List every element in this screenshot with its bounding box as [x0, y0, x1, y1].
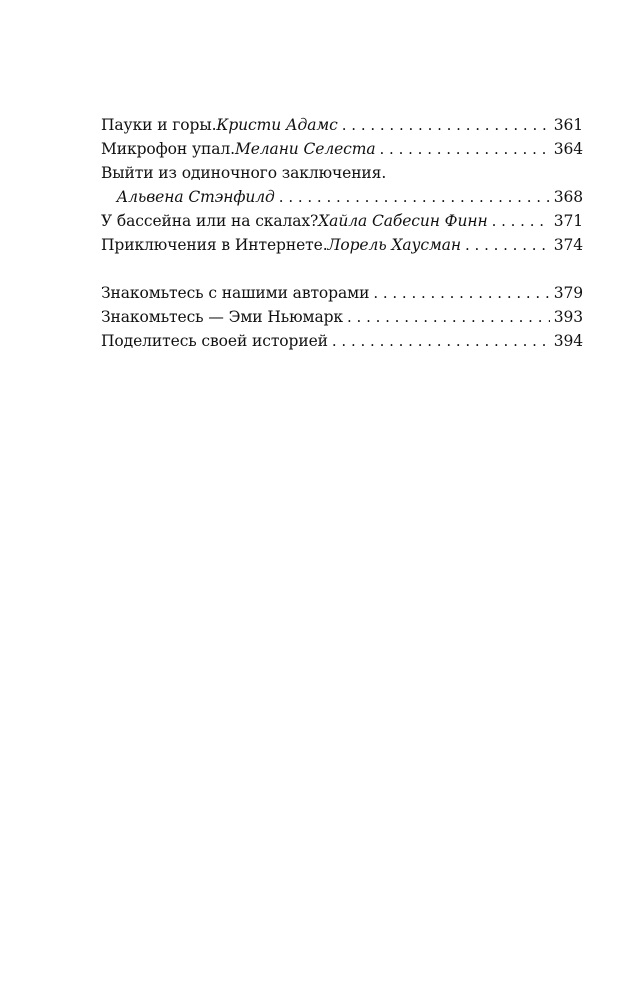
toc-entry [101, 113, 583, 137]
entry-title: Знакомьтесь с нашими авторами [101, 284, 370, 302]
toc-entry [101, 281, 583, 305]
entry-title: Знакомьтесь — Эми Ньюмарк [101, 308, 343, 326]
toc-entry [101, 305, 583, 329]
dot-leader [332, 329, 550, 353]
entry-author: Альвена Стэнфилд [116, 188, 275, 206]
entry-author: Кристи Адамс [216, 116, 338, 134]
toc-entry [101, 209, 583, 233]
entry-page-number: 393 [553, 308, 583, 326]
entry-title: Выйти из одиночного заключения. [101, 164, 387, 182]
entry-page-number: 364 [553, 140, 583, 158]
entry-page-number: 379 [553, 284, 583, 302]
toc-entry [101, 329, 583, 353]
toc-entry [101, 137, 583, 161]
entry-page-number: 368 [553, 188, 583, 206]
dot-leader [465, 233, 550, 257]
dot-leader [347, 305, 550, 329]
dot-leader [373, 281, 549, 305]
entry-title: Приключения в Интернете. [101, 236, 328, 254]
entry-page-number: 394 [553, 332, 583, 350]
entry-author: Лорель Хаусман [327, 236, 461, 254]
entry-title: Поделитесь своей историей [101, 332, 328, 350]
toc-entry [101, 233, 583, 257]
entry-page-number: 361 [553, 116, 583, 134]
entry-author: Хайла Сабесин Финн [318, 212, 488, 230]
dot-leader [279, 185, 550, 209]
entry-page-number: 371 [553, 212, 583, 230]
toc-group-stories [101, 113, 583, 257]
entry-title: Пауки и горы. [101, 116, 217, 134]
entry-page-number: 374 [553, 236, 583, 254]
table-of-contents [101, 113, 583, 353]
entry-title: У бассейна или на скалах? [101, 212, 319, 230]
entry-title: Микрофон упал. [101, 140, 235, 158]
dot-leader [380, 137, 550, 161]
toc-entry [101, 161, 583, 209]
dot-leader [342, 113, 550, 137]
entry-author: Мелани Селеста [234, 140, 376, 158]
dot-leader [492, 209, 550, 233]
toc-group-back-matter [101, 281, 583, 353]
